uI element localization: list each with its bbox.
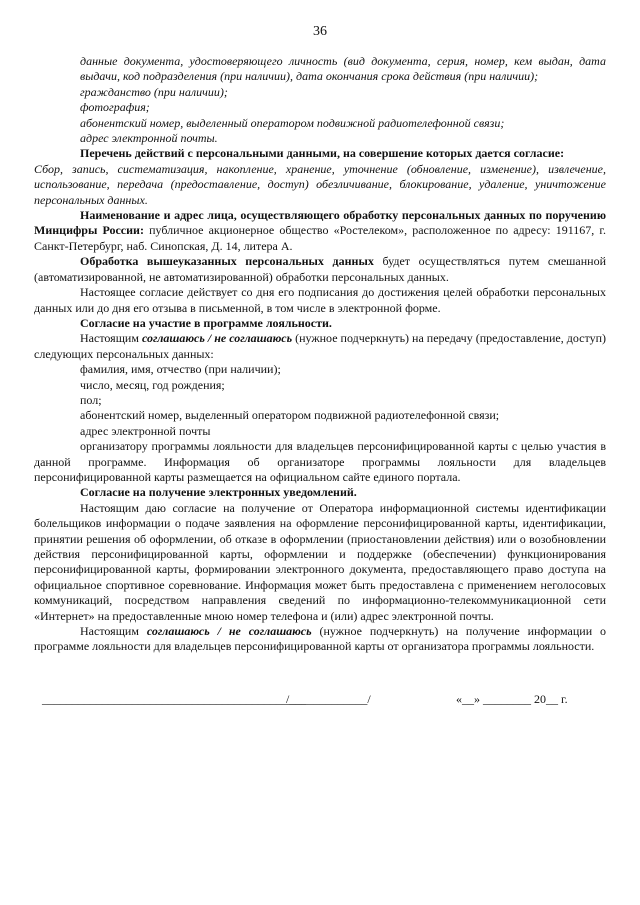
date-field[interactable]: «__» ________ 20__ г. xyxy=(456,692,568,706)
signature-line[interactable]: ____________________________________________ xyxy=(42,692,306,706)
italic-item-email: адрес электронной почты. xyxy=(80,131,218,146)
loyalty-item-sex: пол; xyxy=(80,392,102,407)
operator-paragraph xyxy=(34,208,606,254)
notify-text: Настоящим даю согласие на получение от Оператора информационной системы идентификации болельщиков информации о подаче заявления на оформление персонифицированной карты, идентификации, принятии решения об оформлении, об отказе в оформлении (приостановлении действия) или о возобновлении действия персонифицированной карты, оформлении и поддержке (обеспечении) функционирования персонифицированной карты, формировании электронного документа, предоставляющего право доступа на официальное спортивное соревнование. Информация может быть предоставлена с применением неголосовых коммуникаций, посредством направления сведений по информационно-телекоммуникационной сети «Интернет» на предоставленные мною номер телефона и (или) адрес электронной почты. xyxy=(34,500,606,623)
final-consent-choice: соглашаюсь / не соглашаюсь xyxy=(146,624,312,639)
actions-text: Сбор, запись, систематизация, накопление, хранение, уточнение (обновление, изменение), извлечение, использование, передача (предоставление, доступ) обезличивание, блокирование, удаление, уничтожение персональных данных. xyxy=(34,161,606,207)
loyalty-item-email: адрес электронной почты xyxy=(80,423,211,438)
loyalty-item-name: фамилия, имя, отчество (при наличии); xyxy=(80,362,281,377)
validity-text: Настоящее согласие действует со дня его подписания до достижения целей обработки персональных данных или до дня его отзыва в письменной, в том числе в электронной форме. xyxy=(34,285,606,315)
loyalty-recipient: организатору программы лояльности для владельцев персонифицированной карты с целью участия в данной программе. Информация об организаторе программы лояльности для владельцев персонифицированной карты размещается на официальном сайте единого портала. xyxy=(34,439,606,484)
italic-item-photo: фотография; xyxy=(80,100,150,115)
processing-paragraph xyxy=(34,254,606,285)
signature-block xyxy=(0,692,640,712)
page-number: 36 xyxy=(313,24,327,39)
processing-heading: Обработка вышеуказанных персональных данных xyxy=(80,254,374,269)
loyalty-intro: Настоящим соглашаюсь / не соглашаюсь (нужное подчеркнуть) на передачу (предоставление, доступ) следующих персональных данных: xyxy=(34,331,606,361)
loyalty-heading: Согласие на участие в программе лояльности. xyxy=(80,315,332,330)
final-consent: Настоящим соглашаюсь / не соглашаюсь (нужное подчеркнуть) на получение информации о программе лояльности для владельцев персонифицированной карты от организатора программы лояльности. xyxy=(34,624,607,654)
actions-heading: Перечень действий с персональными данными, на совершение которых дается согласие: xyxy=(80,146,565,161)
loyalty-consent-choice: соглашаюсь / не соглашаюсь xyxy=(141,331,293,346)
italic-item-phone: абонентский номер, выделенный оператором подвижной радиотелефонной связи; xyxy=(80,115,505,130)
name-field[interactable]: /_____________/ xyxy=(286,692,371,706)
operator-heading: Наименование и адрес лица, осуществляющего обработку персональных данных по поручению Минцифры России: xyxy=(34,208,606,238)
notify-heading: Согласие на получение электронных уведомлений. xyxy=(80,485,357,500)
document-body xyxy=(34,54,606,655)
italic-item-id-document: данные документа, удостоверяющего личность (вид документа, серия, номер, кем выдан, дата выдачи, код подразделения (при наличии), дата окончания срока действия (при наличии); xyxy=(80,54,606,84)
loyalty-item-phone: абонентский номер, выделенный оператором подвижной радиотелефонной связи; xyxy=(80,408,500,423)
processing-text: будет осуществляться путем смешанной (автоматизированной, не автоматизированной) обработки персональных данных. xyxy=(34,254,607,284)
loyalty-item-birthdate: число, месяц, год рождения; xyxy=(80,377,225,392)
italic-item-citizenship: гражданство (при наличии); xyxy=(80,84,228,99)
operator-text: публичное акционерное общество «Ростелеком», расположенное по адресу: 191167, г. Санкт-Петербург, наб. Синопская, Д. 14, литера А. xyxy=(34,223,606,253)
